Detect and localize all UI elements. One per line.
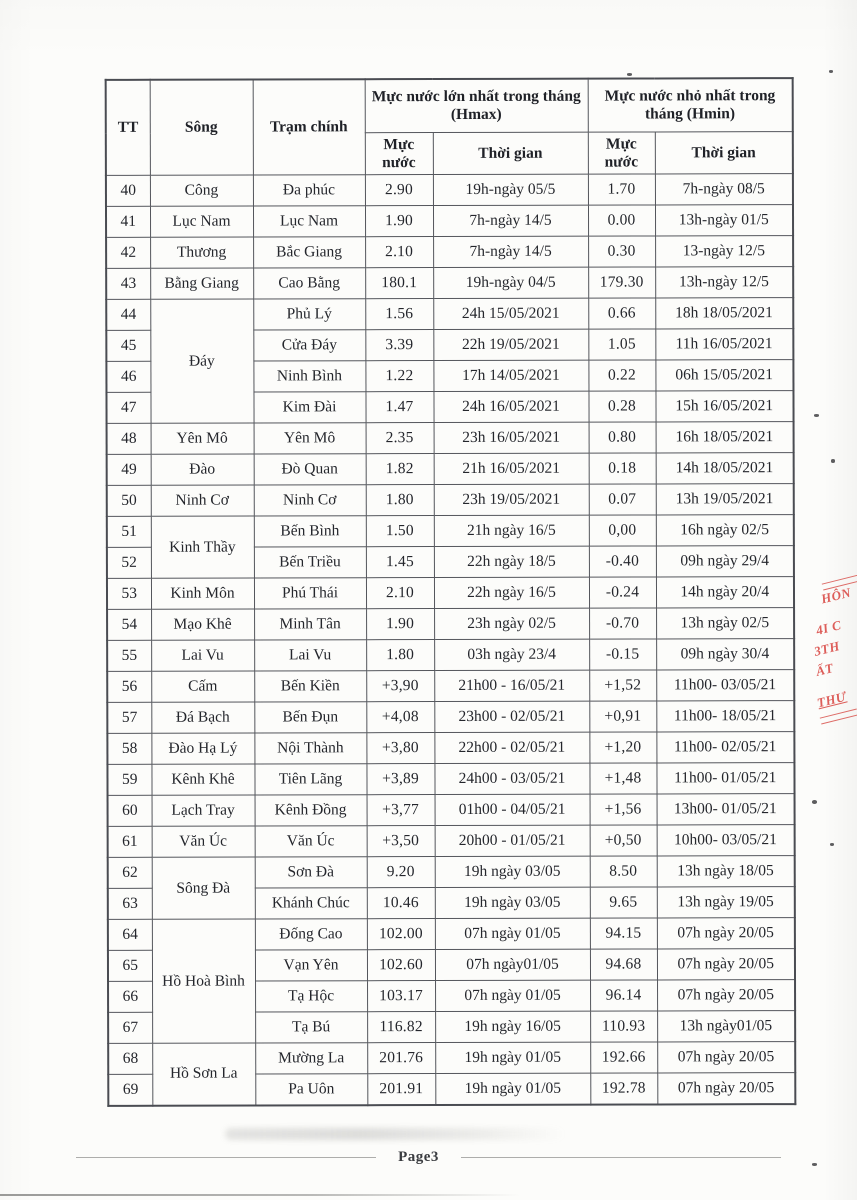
cell-hmax-level: 9.20 (367, 857, 435, 888)
cell-river: Kinh Môn (151, 578, 254, 609)
cell-river: Mạo Khê (151, 609, 254, 640)
cell-tt: 45 (106, 330, 150, 361)
cell-hmax-time: 19h ngày 16/05 (435, 1011, 590, 1042)
cell-station: Bến Triều (254, 547, 366, 578)
cell-river: Kênh Khê (151, 764, 254, 795)
table-body (106, 174, 795, 1106)
cell-tt: 52 (107, 547, 151, 578)
stamp-text: THƯ (815, 688, 848, 711)
cell-tt: 65 (108, 950, 152, 981)
cell-station: Pa Uôn (255, 1074, 367, 1105)
cell-hmax-level: +3,77 (367, 795, 435, 826)
table-row (106, 236, 793, 269)
cell-hmin-level: -0.15 (589, 639, 656, 670)
cell-hmax-level: 2.10 (365, 237, 433, 268)
cell-hmax-time: 07h ngày01/05 (435, 949, 590, 980)
cell-hmax-level: 180.1 (365, 268, 433, 299)
cell-hmin-time: 09h ngày 30/4 (656, 639, 794, 670)
cell-hmin-time: 7h-ngày 08/5 (655, 174, 793, 205)
cell-hmin-time: 16h 18/05/2021 (656, 422, 794, 453)
cell-hmin-level: 192.66 (590, 1042, 657, 1073)
cell-hmin-level: 0.66 (588, 298, 655, 329)
cell-river: Cấm (151, 671, 254, 702)
cell-hmin-time: 13h-ngày 01/5 (655, 205, 793, 236)
cell-hmax-time: 21h00 - 16/05/21 (434, 670, 589, 701)
cell-hmax-time: 23h 19/05/2021 (434, 484, 589, 515)
cell-hmax-level: 102.00 (367, 919, 435, 950)
table-row (107, 763, 794, 796)
cell-hmin-level: 0.18 (589, 453, 656, 484)
cell-hmin-time: 07h ngày 20/05 (657, 1042, 795, 1073)
stamp-text: HÔN (819, 584, 853, 607)
cell-river: Lai Vu (151, 640, 254, 671)
cell-tt: 64 (108, 919, 152, 950)
cell-station: Mường La (255, 1043, 367, 1074)
page-number: Page3 (398, 1148, 439, 1165)
cell-station: Bắc Giang (253, 237, 365, 268)
cell-river: Sông Đà (152, 857, 255, 919)
cell-hmax-time: 23h 16/05/2021 (434, 422, 589, 453)
cell-river: Đá Bạch (151, 702, 254, 733)
cell-station: Phú Thái (254, 578, 366, 609)
cell-river: Đáy (150, 299, 253, 423)
scan-smudge (225, 1128, 565, 1140)
cell-tt: 59 (107, 764, 151, 795)
cell-tt: 47 (106, 392, 150, 423)
table-row (107, 484, 794, 517)
page-footer (0, 1146, 857, 1168)
cell-hmax-time: 01h00 - 04/05/21 (435, 794, 590, 825)
cell-hmin-level: 0.80 (589, 422, 656, 453)
table-row (106, 267, 793, 300)
cell-tt: 68 (108, 1043, 152, 1074)
cell-river: Bằng Giang (150, 268, 253, 299)
cell-hmin-time: 07h ngày 20/05 (657, 918, 795, 949)
cell-tt: 50 (107, 485, 151, 516)
cell-hmax-level: 1.90 (365, 206, 433, 237)
cell-station: Lai Vu (254, 640, 366, 671)
cell-hmin-level: 0.22 (588, 360, 655, 391)
cell-tt: 46 (106, 361, 150, 392)
cell-hmin-level: +1,52 (589, 670, 656, 701)
cell-hmax-level: 1.82 (366, 454, 434, 485)
cell-hmin-time: 07h ngày 20/05 (657, 980, 795, 1011)
table-row (107, 453, 794, 486)
cell-hmin-time: 15h 16/05/2021 (655, 391, 793, 422)
table-row (107, 670, 794, 703)
table-row (106, 174, 793, 207)
cell-hmin-time: 18h 18/05/2021 (655, 298, 793, 329)
cell-tt: 48 (107, 423, 151, 454)
cell-river: Thương (150, 237, 253, 268)
cell-hmax-level: 1.50 (366, 516, 434, 547)
cell-river: Đào Hạ Lý (151, 733, 254, 764)
cell-hmax-time: 23h ngày 02/5 (434, 608, 589, 639)
cell-hmax-time: 07h ngày 01/05 (435, 980, 590, 1011)
cell-hmin-time: 13h ngày 19/05 (657, 887, 795, 918)
cell-hmax-level: 1.90 (366, 609, 434, 640)
cell-hmin-level: 1.05 (588, 329, 655, 360)
scan-speck (829, 70, 833, 73)
cell-hmax-level: 2.10 (366, 578, 434, 609)
cell-hmax-time: 22h 19/05/2021 (433, 329, 588, 360)
cell-hmin-level: 0.00 (588, 205, 655, 236)
table-row (107, 701, 794, 734)
cell-hmax-time: 21h 16/05/2021 (434, 453, 589, 484)
cell-hmax-level: +3,89 (366, 764, 434, 795)
cell-hmax-time: 19h-ngày 05/5 (433, 174, 588, 205)
scan-speck (814, 414, 819, 417)
cell-station: Yên Mô (254, 423, 366, 454)
cell-station: Sơn Đà (255, 857, 367, 888)
cell-hmax-time: 24h 16/05/2021 (433, 391, 588, 422)
header-row-groups (106, 78, 793, 133)
cell-river: Hồ Hoà Bình (152, 919, 255, 1043)
table-row (106, 205, 793, 238)
cell-tt: 60 (108, 795, 152, 826)
cell-station: Văn Úc (255, 826, 367, 857)
cell-tt: 62 (108, 857, 152, 888)
cell-hmax-time: 19h ngày 03/05 (435, 856, 590, 887)
cell-hmax-time: 22h00 - 02/05/21 (434, 732, 589, 763)
cell-hmin-time: 11h 16/05/2021 (655, 329, 793, 360)
header-station: Trạm chính (253, 79, 365, 175)
cell-hmin-level: 0,00 (589, 515, 656, 546)
header-hmin-group: Mực nước nhỏ nhất trong tháng (Hmin) (588, 78, 793, 132)
cell-hmin-level: 192.78 (590, 1073, 657, 1104)
cell-tt: 58 (107, 733, 151, 764)
cell-hmax-time: 20h00 - 01/05/21 (435, 825, 590, 856)
cell-hmax-level: 1.22 (365, 361, 433, 392)
cell-tt: 43 (106, 268, 150, 299)
header-river: Sông (150, 80, 253, 176)
cell-hmax-time: 17h 14/05/2021 (433, 360, 588, 391)
cell-hmin-time: 11h00- 18/05/21 (656, 701, 794, 732)
cell-station: Đa phúc (253, 175, 365, 206)
red-stamp-fragment (806, 575, 857, 725)
cell-tt: 49 (107, 454, 151, 485)
cell-hmin-level: 9.65 (590, 887, 657, 918)
cell-river: Công (150, 175, 253, 206)
scan-speck (627, 73, 632, 76)
cell-hmin-time: 14h ngày 20/4 (656, 577, 794, 608)
cell-station: Khánh Chúc (255, 888, 367, 919)
cell-hmin-time: 13h ngày01/05 (657, 1011, 795, 1042)
cell-station: Phủ Lý (253, 299, 365, 330)
table-row (107, 577, 794, 610)
table-row (107, 608, 794, 641)
table-row (108, 1042, 795, 1075)
cell-hmin-level: 94.15 (590, 918, 657, 949)
cell-hmax-level: +4,08 (366, 702, 434, 733)
table-row (108, 794, 795, 827)
cell-tt: 44 (106, 299, 150, 330)
cell-hmax-level: 2.35 (366, 423, 434, 454)
cell-hmax-level: 3.39 (365, 330, 433, 361)
table-row (108, 825, 795, 858)
cell-hmin-level: +1,20 (589, 732, 656, 763)
scan-edge-line (0, 1194, 520, 1196)
cell-hmin-time: 14h 18/05/2021 (656, 453, 794, 484)
cell-hmin-time: 13-ngày 12/5 (655, 236, 793, 267)
cell-hmin-level: 110.93 (590, 1011, 657, 1042)
cell-hmin-time: 11h00- 01/05/21 (656, 763, 794, 794)
cell-hmax-level: +3,50 (367, 826, 435, 857)
cell-station: Kênh Đồng (255, 795, 367, 826)
cell-hmin-time: 09h ngày 29/4 (656, 546, 794, 577)
scan-speck (831, 459, 835, 463)
cell-hmin-time: 13h00- 01/05/21 (657, 794, 795, 825)
cell-hmin-level: 0.30 (588, 236, 655, 267)
cell-hmax-level: 1.47 (365, 392, 433, 423)
table-row (107, 732, 794, 765)
cell-hmin-time: 16h ngày 02/5 (656, 515, 794, 546)
cell-hmax-time: 21h ngày 16/5 (434, 515, 589, 546)
cell-station: Bến Đụn (254, 702, 366, 733)
cell-tt: 51 (107, 516, 151, 547)
cell-tt: 66 (108, 981, 152, 1012)
cell-hmin-time: 13h 19/05/2021 (656, 484, 794, 515)
header-tt: TT (106, 80, 150, 176)
cell-tt: 61 (108, 826, 152, 857)
cell-hmin-time: 13h-ngày 12/5 (655, 267, 793, 298)
cell-hmax-time: 03h ngày 23/4 (434, 639, 589, 670)
cell-hmax-time: 19h ngày 03/05 (435, 887, 590, 918)
cell-station: Tạ Hộc (255, 981, 367, 1012)
cell-river: Lục Nam (150, 206, 253, 237)
cell-station: Lục Nam (253, 206, 365, 237)
cell-hmin-level: -0.24 (589, 577, 656, 608)
cell-hmin-time: 11h00- 02/05/21 (656, 732, 794, 763)
cell-station: Minh Tân (254, 609, 366, 640)
header-hmin-level: Mực nước (588, 132, 655, 174)
cell-tt: 40 (106, 175, 150, 206)
cell-tt: 67 (108, 1012, 152, 1043)
cell-hmin-level: 1.70 (588, 174, 655, 205)
cell-station: Cao Bằng (253, 268, 365, 299)
table-row (108, 856, 795, 889)
cell-hmax-level: 201.91 (367, 1074, 435, 1105)
cell-river: Văn Úc (152, 826, 255, 857)
cell-hmin-time: 10h00- 03/05/21 (657, 825, 795, 856)
cell-tt: 63 (108, 888, 152, 919)
stamp-text: ẤT (814, 660, 836, 679)
cell-hmax-level: 201.76 (367, 1043, 435, 1074)
cell-station: Cửa Đáy (253, 330, 365, 361)
cell-hmin-level: 0.28 (588, 391, 655, 422)
water-level-table (105, 77, 797, 1106)
cell-hmax-time: 7h-ngày 14/5 (433, 205, 588, 236)
cell-hmax-time: 23h00 - 02/05/21 (434, 701, 589, 732)
header-hmax-level: Mực nước (365, 133, 433, 175)
cell-hmin-level: 8.50 (590, 856, 657, 887)
cell-hmin-level: +1,56 (590, 794, 657, 825)
table-row (107, 422, 794, 455)
cell-hmin-time: 13h ngày 02/5 (656, 608, 794, 639)
cell-river: Kinh Thầy (151, 516, 254, 578)
cell-hmax-level: 1.80 (366, 485, 434, 516)
cell-hmax-time: 7h-ngày 14/5 (433, 236, 588, 267)
cell-station: Đò Quan (254, 454, 366, 485)
cell-hmax-level: +3,80 (366, 733, 434, 764)
table-row (108, 918, 795, 951)
cell-station: Bến Kiền (254, 671, 366, 702)
cell-hmax-time: 19h ngày 01/05 (435, 1073, 590, 1104)
cell-hmax-time: 22h ngày 16/5 (434, 577, 589, 608)
scan-speck (830, 843, 834, 846)
cell-hmin-level: +0,50 (590, 825, 657, 856)
cell-hmax-time: 24h00 - 03/05/21 (434, 763, 589, 794)
cell-station: Kim Đài (253, 392, 365, 423)
cell-station: Đống Cao (255, 919, 367, 950)
cell-hmin-time: 07h ngày 20/05 (657, 1073, 795, 1104)
cell-river: Đào (151, 454, 254, 485)
cell-hmin-level: 96.14 (590, 980, 657, 1011)
cell-hmax-time: 19h-ngày 04/5 (433, 267, 588, 298)
cell-hmax-level: 103.17 (367, 981, 435, 1012)
cell-hmax-time: 24h 15/05/2021 (433, 298, 588, 329)
cell-river: Ninh Cơ (151, 485, 254, 516)
cell-station: Ninh Cơ (254, 485, 366, 516)
cell-tt: 69 (108, 1074, 152, 1105)
cell-hmax-level: 1.80 (366, 640, 434, 671)
cell-hmin-level: +1,48 (589, 763, 656, 794)
cell-hmax-level: 1.45 (366, 547, 434, 578)
scan-speck (812, 800, 817, 804)
table-row (107, 515, 794, 548)
cell-hmin-level: -0.40 (589, 546, 656, 577)
header-hmax-group: Mực nước lớn nhất trong tháng (Hmax) (365, 79, 588, 133)
cell-hmin-level: 179.30 (588, 267, 655, 298)
cell-hmax-time: 22h ngày 18/5 (434, 546, 589, 577)
cell-hmin-level: +0,91 (589, 701, 656, 732)
cell-hmin-time: 13h ngày 18/05 (657, 856, 795, 887)
cell-hmax-level: 116.82 (367, 1012, 435, 1043)
table-header (106, 78, 793, 175)
cell-hmin-time: 11h00- 03/05/21 (656, 670, 794, 701)
stamp-text: 4I C (814, 617, 843, 638)
cell-station: Nội Thành (254, 733, 366, 764)
cell-hmax-level: 102.60 (367, 950, 435, 981)
stamp-border-line (820, 709, 857, 725)
cell-hmin-level: 0.07 (589, 484, 656, 515)
cell-tt: 55 (107, 640, 151, 671)
cell-hmin-level: -0.70 (589, 608, 656, 639)
cell-hmax-level: 1.56 (365, 299, 433, 330)
cell-hmin-level: 94.68 (590, 949, 657, 980)
cell-hmin-time: 07h ngày 20/05 (657, 949, 795, 980)
cell-river: Yên Mô (151, 423, 254, 454)
cell-station: Tiên Lãng (254, 764, 366, 795)
cell-tt: 56 (107, 671, 151, 702)
cell-river: Hồ Sơn La (152, 1043, 255, 1105)
cell-tt: 53 (107, 578, 151, 609)
cell-tt: 41 (106, 206, 150, 237)
cell-tt: 57 (107, 702, 151, 733)
cell-station: Tạ Bú (255, 1012, 367, 1043)
cell-river: Lạch Tray (152, 795, 255, 826)
cell-hmax-level: 10.46 (367, 888, 435, 919)
cell-station: Vạn Yên (255, 950, 367, 981)
cell-hmax-time: 19h ngày 01/05 (435, 1042, 590, 1073)
cell-hmin-time: 06h 15/05/2021 (655, 360, 793, 391)
cell-hmax-level: +3,90 (366, 671, 434, 702)
stamp-text: 3TH (812, 638, 842, 659)
cell-station: Bến Bình (254, 516, 366, 547)
footer-rule-right (461, 1157, 781, 1158)
cell-hmax-level: 2.90 (365, 175, 433, 206)
footer-rule-left (76, 1157, 376, 1158)
cell-tt: 42 (106, 237, 150, 268)
cell-hmax-time: 07h ngày 01/05 (435, 918, 590, 949)
table-row (107, 639, 794, 672)
table-row (106, 298, 793, 331)
cell-station: Ninh Bình (253, 361, 365, 392)
header-hmax-time: Thời gian (433, 132, 588, 174)
header-hmin-time: Thời gian (655, 132, 793, 174)
cell-tt: 54 (107, 609, 151, 640)
